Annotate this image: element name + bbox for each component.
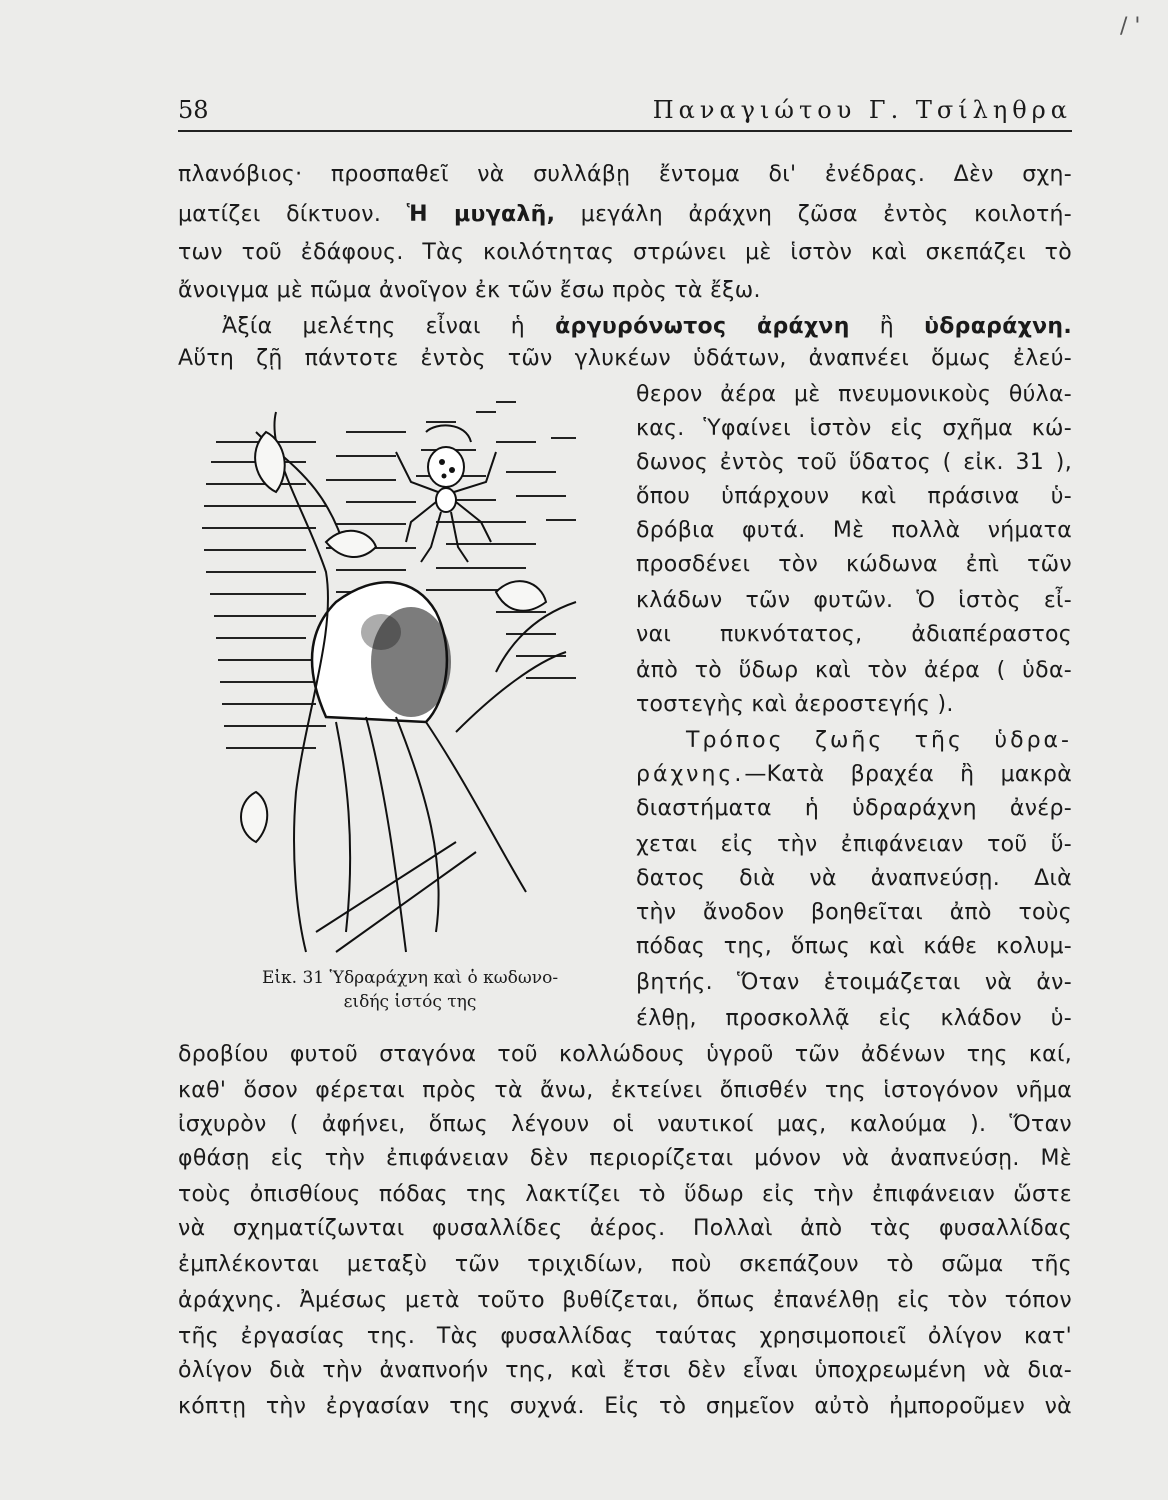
text-line: ματίζει δίκτυον. Ἡ μυγαλῆ, μεγάλη ἀράχνη ζῶσα ἐντὸς κοιλοτή-: [178, 202, 1072, 227]
text-line: κόπτῃ τὴν ἐργασίαν της συχνά. Εἰς τὸ σημεῖον αὐτὸ ἠμποροῦμεν νὰ: [178, 1394, 1072, 1419]
text-line: φθάσῃ εἰς τὴν ἐπιφάνειαν δὲν περιορίζεται μόνον νὰ ἀναπνεύσῃ. Μὲ: [178, 1146, 1072, 1171]
text-line: πλανόβιος· προσπαθεῖ νὰ συλλάβῃ ἔντομα δι' ἐνέδρας. Δὲν σχη-: [178, 162, 1072, 187]
text-line: δρόβια φυτά. Μὲ πολλὰ νήματα: [636, 518, 1072, 543]
corner-mark: / ': [1120, 14, 1141, 39]
text-line: θερον ἀέρα μὲ πνευμονικοὺς θύλα-: [636, 382, 1072, 407]
text-line: ἐμπλέκονται μεταξὺ τῶν τριχιδίων, ποὺ σκεπάζουν τὸ σῶμα τῆς: [178, 1252, 1072, 1277]
section-heading-end: ράχνης.: [636, 762, 745, 787]
text-line: ἀπὸ τὸ ὕδωρ καὶ τὸν ἀέρα ( ὑδα-: [636, 658, 1072, 683]
text-line: ὀλίγον διὰ τὴν ἀναπνοήν της, καὶ ἔτσι δὲν εἶναι ὑποχρεωμένη νὰ δια-: [178, 1358, 1072, 1383]
text-line: τὴν ἄνοδον βοηθεῖται ἀπὸ τοὺς: [636, 900, 1072, 925]
text-line: κλάδων τῶν φυτῶν. Ὁ ἱστὸς εἶ-: [636, 588, 1072, 613]
bold-term: ὑδραράχνη.: [924, 314, 1072, 339]
text-line: δατος διὰ νὰ ἀναπνεύσῃ. Διὰ: [636, 866, 1072, 891]
running-title: Παναγιώτου Γ. Τσίληθρα: [652, 96, 1072, 124]
caption-line: ειδής ἱστός της: [343, 992, 477, 1012]
text-line: Ἀξία μελέτης εἶναι ἡ ἀργυρόνωτος ἀράχνη ἢ ὑδραράχνη.: [222, 314, 1072, 339]
text-line: χεται εἰς τὴν ἐπιφάνειαν τοῦ ὕ-: [636, 832, 1072, 857]
text-line: νὰ σχηματίζωνται φυσαλλίδες ἀέρος. Πολλαὶ ἀπὸ τὰς φυσαλλίδας: [178, 1216, 1072, 1241]
text-line: καθ' ὅσον φέρεται πρὸς τὰ ἄνω, ἐκτείνει ὄπισθέν της ἱστογόνον νῆμα: [178, 1078, 1072, 1103]
text-line: πόδας της, ὅπως καὶ κάθε κολυμ-: [636, 934, 1072, 959]
text-line: ἀράχνης. Ἀμέσως μετὰ τοῦτο βυθίζεται, ὅπως ἐπανέλθῃ εἰς τὸν τόπον: [178, 1288, 1072, 1313]
text-line: προσδένει τὸν κώδωνα ἐπὶ τῶν: [636, 552, 1072, 577]
caption-line: Εἰκ. 31 Ὑδραράχνη καὶ ὁ κωδωνο-: [261, 968, 559, 988]
text-line: δωνος ἐντὸς τοῦ ὕδατος ( εἰκ. 31 ),: [636, 450, 1072, 475]
text-line: ὅπου ὑπάρχουν καὶ πράσινα ὑ-: [636, 484, 1072, 509]
bold-term: Ἡ μυγαλῆ,: [406, 202, 556, 227]
text-line: ράχνης.—Κατὰ βραχέα ἢ μακρὰ: [636, 762, 1072, 787]
water-spider-illustration: [196, 372, 628, 962]
page-header: [178, 96, 1072, 132]
text-line: κας. Ὑφαίνει ἱστὸν εἰς σχῆμα κώ-: [636, 416, 1072, 441]
text-line: βητής. Ὅταν ἑτοιμάζεται νὰ ἀν-: [636, 970, 1072, 995]
text-line: τοστεγὴς καὶ ἀεροστεγής ).: [636, 692, 954, 717]
text-line: τοὺς ὀπισθίους πόδας της λακτίζει τὸ ὕδωρ εἰς τὴν ἐπιφάνειαν ὥστε: [178, 1182, 1072, 1207]
text-line: Αὕτη ζῇ πάντοτε ἐντὸς τῶν γλυκέων ὑδάτων, ἀναπνέει ὅμως ἐλεύ-: [178, 346, 1072, 371]
text-line: διαστήματα ἡ ὑδραράχνη ἀνέρ-: [636, 796, 1072, 821]
text-line: ναι πυκνότατος, ἀδιαπέραστος: [636, 622, 1072, 647]
text-line: των τοῦ ἐδάφους. Τὰς κοιλότητας στρώνει μὲ ἱστὸν καὶ σκεπάζει τὸ: [178, 240, 1072, 265]
figure-caption: [210, 966, 610, 1014]
text-line: ἰσχυρὸν ( ἀφήνει, ὅπως λέγουν οἱ ναυτικοί μας, καλούμα ). Ὅταν: [178, 1112, 1072, 1137]
section-heading: Τρόπος ζωῆς τῆς ὑδρα-: [686, 728, 1072, 753]
text-line: τῆς ἐργασίας της. Τὰς φυσαλλίδας ταύτας χρησιμοποιεῖ ὀλίγον κατ': [178, 1324, 1072, 1349]
bold-term: ἀργυρόνωτος ἀράχνη: [555, 314, 850, 339]
page-number: 58: [178, 96, 209, 124]
spider: [396, 425, 496, 562]
text-line: δροβίου φυτοῦ σταγόνα τοῦ κολλώδους ὑγροῦ τῶν ἀδένων της καί,: [178, 1042, 1072, 1067]
text-line: ἄνοιγμα μὲ πῶμα ἀνοῖγον ἐκ τῶν ἔσω πρὸς τὰ ἔξω.: [178, 278, 761, 303]
text-line: έλθῃ, προσκολλᾷ εἰς κλάδον ὑ-: [636, 1006, 1072, 1031]
